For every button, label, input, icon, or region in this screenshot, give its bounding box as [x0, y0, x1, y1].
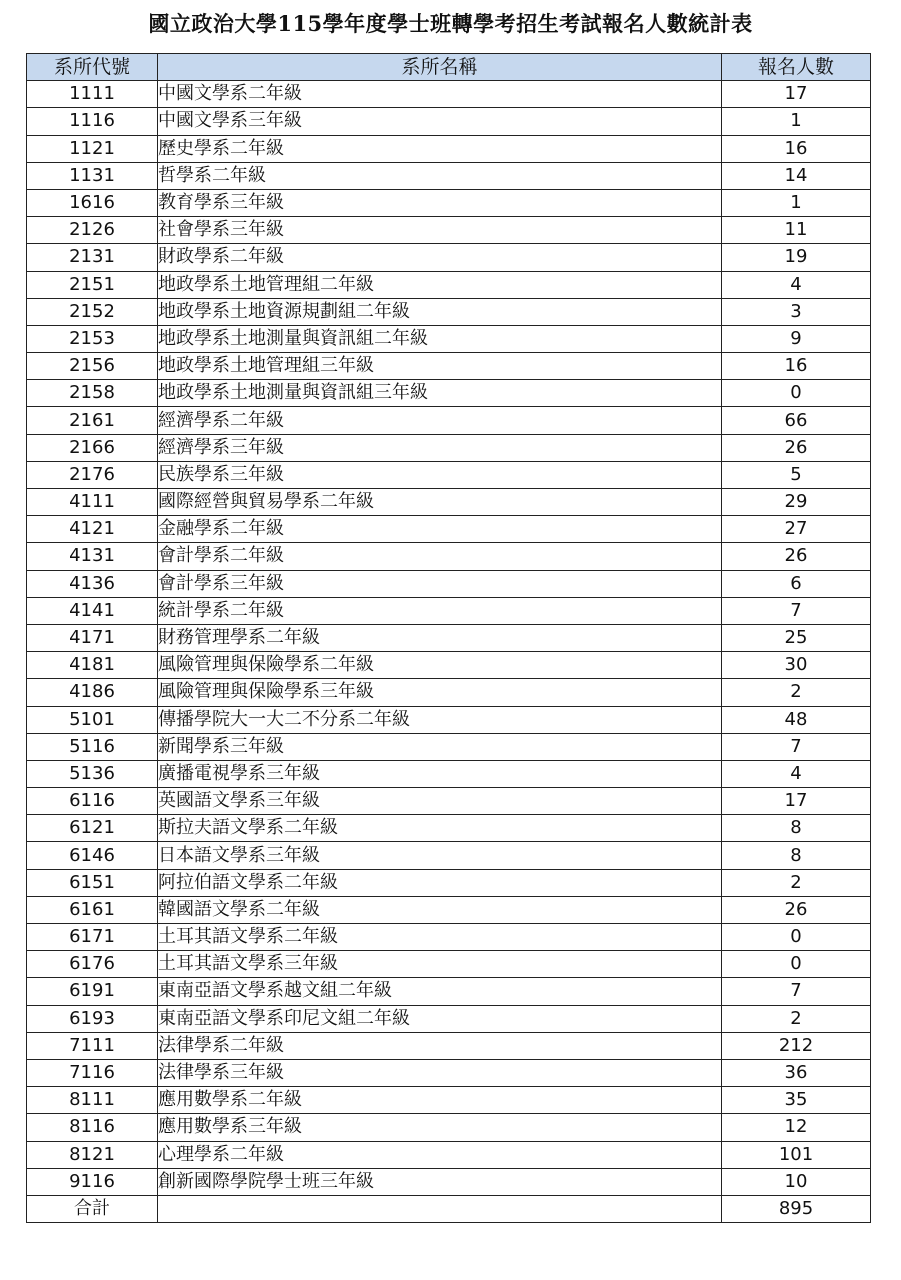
department-name: 傳播學院大一大二不分系二年級 [158, 706, 722, 733]
department-name: 地政學系土地測量與資訊組三年級 [158, 380, 722, 407]
registration-count: 8 [722, 842, 871, 869]
header-row [27, 54, 871, 81]
registration-count: 26 [722, 896, 871, 923]
department-code: 2158 [27, 380, 158, 407]
table-row [27, 543, 871, 570]
department-name: 哲學系二年級 [158, 162, 722, 189]
department-name: 法律學系二年級 [158, 1032, 722, 1059]
registration-count: 1 [722, 108, 871, 135]
registration-count: 9 [722, 325, 871, 352]
department-name: 土耳其語文學系二年級 [158, 924, 722, 951]
registration-count: 3 [722, 298, 871, 325]
department-name: 中國文學系三年級 [158, 108, 722, 135]
table-row [27, 516, 871, 543]
registration-count: 35 [722, 1087, 871, 1114]
registration-table [26, 53, 871, 1223]
department-name: 地政學系土地測量與資訊組二年級 [158, 325, 722, 352]
header-name: 系所名稱 [158, 54, 722, 81]
department-name: 歷史學系二年級 [158, 135, 722, 162]
registration-count: 17 [722, 788, 871, 815]
registration-count: 0 [722, 924, 871, 951]
registration-count: 26 [722, 543, 871, 570]
department-code: 6171 [27, 924, 158, 951]
total-row [27, 1195, 871, 1222]
table-row [27, 489, 871, 516]
table-row [27, 978, 871, 1005]
table-row [27, 706, 871, 733]
registration-count: 7 [722, 733, 871, 760]
table-row [27, 815, 871, 842]
department-code: 4141 [27, 597, 158, 624]
department-code: 1121 [27, 135, 158, 162]
department-name: 風險管理與保險學系三年級 [158, 679, 722, 706]
table-row [27, 679, 871, 706]
table-row [27, 1005, 871, 1032]
department-code: 2151 [27, 271, 158, 298]
department-name: 社會學系三年級 [158, 217, 722, 244]
table-row [27, 597, 871, 624]
registration-count: 2 [722, 679, 871, 706]
department-code: 7116 [27, 1059, 158, 1086]
registration-count: 7 [722, 978, 871, 1005]
registration-count: 0 [722, 380, 871, 407]
table-row [27, 298, 871, 325]
department-code: 2156 [27, 353, 158, 380]
table-row [27, 325, 871, 352]
table-body [27, 81, 871, 1196]
table-row [27, 1087, 871, 1114]
department-name: 韓國語文學系二年級 [158, 896, 722, 923]
registration-count: 1 [722, 189, 871, 216]
department-name: 教育學系三年級 [158, 189, 722, 216]
department-name: 民族學系三年級 [158, 461, 722, 488]
table-row [27, 108, 871, 135]
department-code: 5136 [27, 760, 158, 787]
table-row [27, 896, 871, 923]
table-row [27, 244, 871, 271]
department-name: 廣播電視學系三年級 [158, 760, 722, 787]
department-code: 1616 [27, 189, 158, 216]
table-row [27, 1032, 871, 1059]
department-code: 2152 [27, 298, 158, 325]
table-row [27, 353, 871, 380]
department-name: 統計學系二年級 [158, 597, 722, 624]
department-code: 6193 [27, 1005, 158, 1032]
registration-count: 10 [722, 1168, 871, 1195]
table-row [27, 407, 871, 434]
department-code: 2126 [27, 217, 158, 244]
registration-count: 17 [722, 81, 871, 108]
registration-count: 4 [722, 760, 871, 787]
total-count: 895 [722, 1195, 871, 1222]
department-name: 日本語文學系三年級 [158, 842, 722, 869]
department-code: 4136 [27, 570, 158, 597]
registration-count: 212 [722, 1032, 871, 1059]
table-row [27, 842, 871, 869]
table-row [27, 624, 871, 651]
table-row [27, 135, 871, 162]
table-row [27, 570, 871, 597]
table-row [27, 869, 871, 896]
department-code: 4131 [27, 543, 158, 570]
registration-count: 30 [722, 652, 871, 679]
table-row [27, 461, 871, 488]
registration-count: 0 [722, 951, 871, 978]
registration-count: 16 [722, 353, 871, 380]
department-code: 2153 [27, 325, 158, 352]
department-name: 地政學系土地管理組三年級 [158, 353, 722, 380]
department-name: 經濟學系三年級 [158, 434, 722, 461]
department-name: 新聞學系三年級 [158, 733, 722, 760]
department-code: 6161 [27, 896, 158, 923]
table-row [27, 189, 871, 216]
department-name: 地政學系土地資源規劃組二年級 [158, 298, 722, 325]
department-name: 應用數學系二年級 [158, 1087, 722, 1114]
department-name: 經濟學系二年級 [158, 407, 722, 434]
department-name: 金融學系二年級 [158, 516, 722, 543]
table-row [27, 1059, 871, 1086]
registration-count: 19 [722, 244, 871, 271]
department-code: 6121 [27, 815, 158, 842]
department-name: 斯拉夫語文學系二年級 [158, 815, 722, 842]
registration-count: 11 [722, 217, 871, 244]
department-code: 6191 [27, 978, 158, 1005]
registration-count: 101 [722, 1141, 871, 1168]
header-code: 系所代號 [27, 54, 158, 81]
department-name: 風險管理與保險學系二年級 [158, 652, 722, 679]
table-row [27, 788, 871, 815]
registration-count: 5 [722, 461, 871, 488]
department-name: 財政學系二年級 [158, 244, 722, 271]
department-code: 7111 [27, 1032, 158, 1059]
table-row [27, 951, 871, 978]
department-name: 地政學系土地管理組二年級 [158, 271, 722, 298]
department-name: 東南亞語文學系越文組二年級 [158, 978, 722, 1005]
table-row [27, 380, 871, 407]
department-code: 5116 [27, 733, 158, 760]
table-row [27, 217, 871, 244]
registration-count: 8 [722, 815, 871, 842]
department-code: 6151 [27, 869, 158, 896]
department-code: 6116 [27, 788, 158, 815]
registration-count: 16 [722, 135, 871, 162]
department-name: 英國語文學系三年級 [158, 788, 722, 815]
registration-count: 25 [722, 624, 871, 651]
department-code: 5101 [27, 706, 158, 733]
department-name: 法律學系三年級 [158, 1059, 722, 1086]
department-name: 財務管理學系二年級 [158, 624, 722, 651]
registration-count: 27 [722, 516, 871, 543]
registration-count: 66 [722, 407, 871, 434]
department-code: 2161 [27, 407, 158, 434]
department-code: 1116 [27, 108, 158, 135]
department-code: 4121 [27, 516, 158, 543]
department-code: 6176 [27, 951, 158, 978]
department-code: 4186 [27, 679, 158, 706]
table-row [27, 1141, 871, 1168]
table-row [27, 434, 871, 461]
registration-count: 4 [722, 271, 871, 298]
department-code: 8121 [27, 1141, 158, 1168]
registration-count: 2 [722, 869, 871, 896]
department-code: 1111 [27, 81, 158, 108]
department-name: 中國文學系二年級 [158, 81, 722, 108]
table-row [27, 81, 871, 108]
department-name: 會計學系二年級 [158, 543, 722, 570]
registration-count: 48 [722, 706, 871, 733]
department-code: 1131 [27, 162, 158, 189]
registration-count: 14 [722, 162, 871, 189]
table-row [27, 652, 871, 679]
table-row [27, 924, 871, 951]
registration-count: 2 [722, 1005, 871, 1032]
table-row [27, 1168, 871, 1195]
department-code: 6146 [27, 842, 158, 869]
table-row [27, 271, 871, 298]
department-name: 阿拉伯語文學系二年級 [158, 869, 722, 896]
table-row [27, 760, 871, 787]
department-code: 8116 [27, 1114, 158, 1141]
department-name: 東南亞語文學系印尼文組二年級 [158, 1005, 722, 1032]
registration-count: 36 [722, 1059, 871, 1086]
department-name: 創新國際學院學士班三年級 [158, 1168, 722, 1195]
department-code: 2131 [27, 244, 158, 271]
department-name: 國際經營與貿易學系二年級 [158, 489, 722, 516]
department-name: 心理學系二年級 [158, 1141, 722, 1168]
registration-count: 29 [722, 489, 871, 516]
department-code: 4111 [27, 489, 158, 516]
registration-count: 6 [722, 570, 871, 597]
registration-count: 26 [722, 434, 871, 461]
registration-count: 12 [722, 1114, 871, 1141]
department-code: 4171 [27, 624, 158, 651]
total-name [158, 1195, 722, 1222]
table-row [27, 162, 871, 189]
registration-count: 7 [722, 597, 871, 624]
department-code: 9116 [27, 1168, 158, 1195]
total-label: 合計 [27, 1195, 158, 1222]
department-code: 4181 [27, 652, 158, 679]
table-row [27, 733, 871, 760]
department-name: 土耳其語文學系三年級 [158, 951, 722, 978]
header-count: 報名人數 [722, 54, 871, 81]
department-code: 2176 [27, 461, 158, 488]
department-name: 應用數學系三年級 [158, 1114, 722, 1141]
department-name: 會計學系三年級 [158, 570, 722, 597]
document-title: 國立政治大學115學年度學士班轉學考招生考試報名人數統計表 [148, 11, 753, 36]
department-code: 8111 [27, 1087, 158, 1114]
table-row [27, 1114, 871, 1141]
department-code: 2166 [27, 434, 158, 461]
